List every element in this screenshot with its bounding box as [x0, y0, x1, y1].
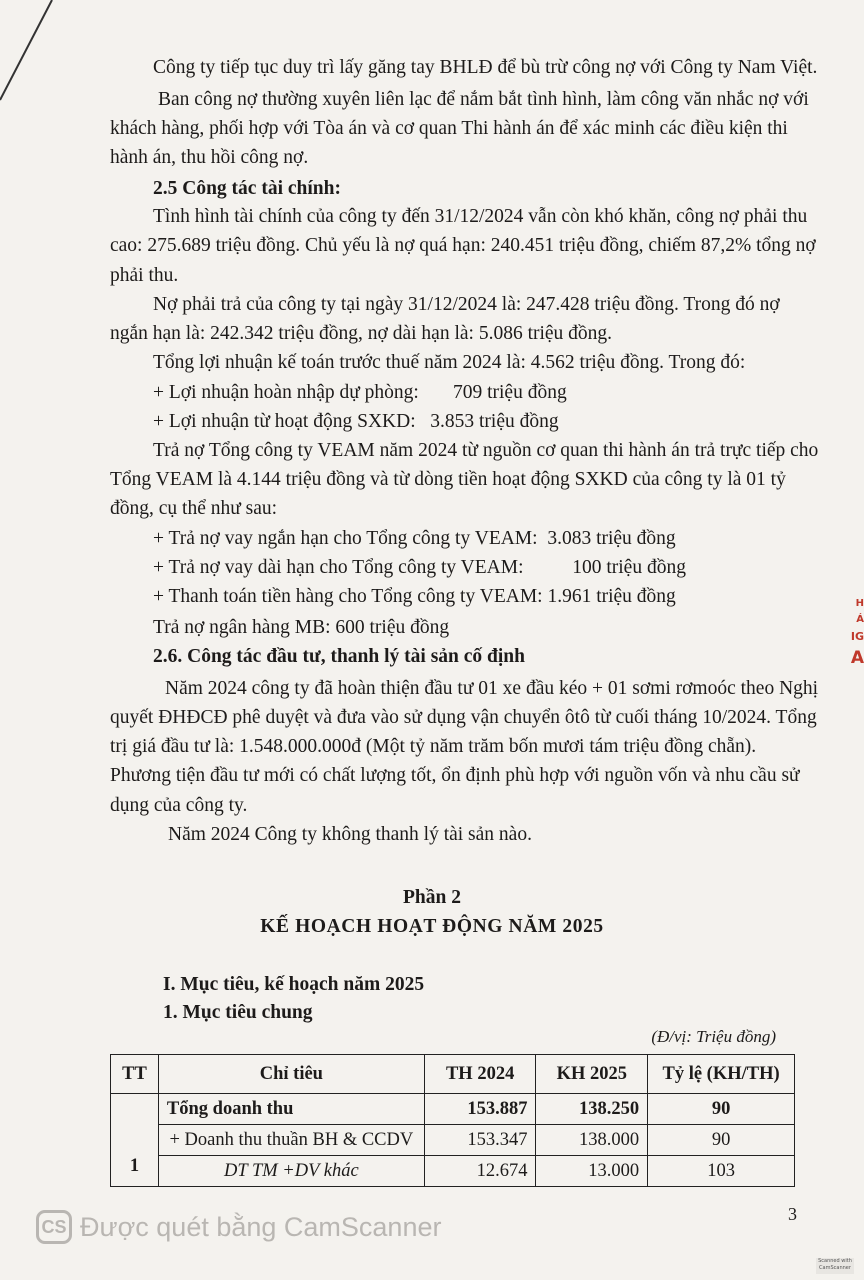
row-th-value: 153.347 [424, 1125, 536, 1156]
bullet-line: + Thanh toán tiền hàng cho Tổng công ty VEAM: 1.961 triệu đồng [153, 586, 676, 607]
header-th-2024: TH 2024 [424, 1055, 536, 1094]
row-th-value: 153.887 [424, 1094, 536, 1125]
body-line: Tổng VEAM là 4.144 triệu đồng và từ dòng tiền hoạt động SXKD của công ty là 01 tỷ [110, 469, 786, 490]
row-ratio: 103 [648, 1156, 795, 1187]
page-corner-fold [0, 0, 70, 110]
bullet-line: + Trả nợ vay ngắn hạn cho Tổng công ty VEAM: 3.083 triệu đồng [153, 528, 676, 549]
section-heading-2-6: 2.6. Công tác đầu tư, thanh lý tài sản cố định [153, 646, 525, 667]
body-line: Tình hình tài chính của công ty đến 31/12/2024 vẫn còn khó khăn, công nợ phải thu [153, 206, 808, 227]
body-line: Năm 2024 Công ty không thanh lý tài sản nào. [168, 824, 532, 845]
camscanner-logo-icon: CS [36, 1210, 72, 1244]
badge-line: CamScanner [819, 1265, 851, 1271]
body-line: phải thu. [110, 265, 179, 286]
edge-mark: Á [856, 614, 864, 625]
edge-mark: A [850, 648, 864, 668]
table-header-row [111, 1055, 795, 1094]
page-number: 3 [788, 1204, 797, 1224]
bullet-line: + Trả nợ vay dài hạn cho Tổng công ty VEAM: 100 triệu đồng [153, 557, 686, 578]
header-chi-tieu: Chỉ tiêu [158, 1055, 424, 1094]
edge-mark: IG [850, 630, 864, 643]
row-group-number: 1 [111, 1094, 159, 1187]
body-line: trị giá đầu tư là: 1.548.000.000đ (Một tỷ năm trăm bốn mươi tám triệu đồng chẵn). [110, 736, 757, 757]
header-tt: TT [111, 1055, 159, 1094]
body-line: quyết ĐHĐCĐ phê duyệt và đưa vào sử dụng vận chuyển ôtô từ cuối tháng 10/2024. Tổng [110, 707, 817, 728]
bullet-line: + Lợi nhuận từ hoạt động SXKD: 3.853 triệu đồng [153, 411, 559, 432]
row-kh-value: 138.250 [536, 1094, 648, 1125]
table-row [111, 1125, 795, 1156]
body-line: Năm 2024 công ty đã hoàn thiện đầu tư 01 xe đầu kéo + 01 sơmi rơmoóc theo Nghị [165, 678, 819, 699]
body-line: dụng của công ty. [110, 795, 248, 816]
row-th-value: 12.674 [424, 1156, 536, 1187]
row-kh-value: 138.000 [536, 1125, 648, 1156]
camscanner-badge [816, 1258, 854, 1274]
body-line: Trả nợ Tổng công ty VEAM năm 2024 từ nguồn cơ quan thi hành án trả trực tiếp cho [153, 440, 819, 461]
row-label: Tổng doanh thu [158, 1094, 424, 1125]
body-line: Nợ phải trả của công ty tại ngày 31/12/2024 là: 247.428 triệu đồng. Trong đó nợ [153, 294, 780, 315]
section-heading: I. Mục tiêu, kế hoạch năm 2025 [163, 974, 425, 995]
row-kh-value: 13.000 [536, 1156, 648, 1187]
body-line: đồng, cụ thể như sau: [110, 498, 278, 519]
header-kh-2025: KH 2025 [536, 1055, 648, 1094]
row-label: DT TM +DV khác [158, 1156, 424, 1187]
section-heading-2-5: 2.5 Công tác tài chính: [153, 178, 341, 199]
badge-line: Scanned with [818, 1258, 852, 1264]
body-line: Công ty tiếp tục duy trì lấy găng tay BHLĐ để bù trừ công nợ với Công ty Nam Việt. [153, 57, 818, 78]
body-line: khách hàng, phối hợp với Tòa án và cơ quan Thi hành án để xác minh các điều kiện thi [110, 118, 788, 139]
body-line: Tổng lợi nhuận kế toán trước thuế năm 2024 là: 4.562 triệu đồng. Trong đó: [153, 352, 746, 373]
part-label: Phần 2 [403, 887, 461, 908]
bullet-line: + Lợi nhuận hoàn nhập dự phòng: 709 triệu đồng [153, 382, 567, 403]
part-title: KẾ HOẠCH HOẠT ĐỘNG NĂM 2025 [260, 916, 604, 937]
camscanner-text: Được quét bằng CamScanner [80, 1211, 442, 1242]
body-line: Phương tiện đầu tư mới có chất lượng tốt, ổn định phù hợp với nguồn vốn và nhu cầu sử [110, 765, 800, 786]
subsection-heading: 1. Mục tiêu chung [163, 1002, 313, 1023]
table-row [111, 1156, 795, 1187]
body-line: Ban công nợ thường xuyên liên lạc để nắm bắt tình hình, làm công văn nhắc nợ với [158, 89, 809, 110]
row-ratio: 90 [648, 1094, 795, 1125]
header-ratio: Tỷ lệ (KH/TH) [648, 1055, 795, 1094]
edge-mark: H [855, 598, 864, 609]
body-line: hành án, thu hồi công nợ. [110, 147, 309, 168]
target-table [110, 1054, 795, 1187]
row-label: + Doanh thu thuần BH & CCDV [158, 1125, 424, 1156]
unit-note: (Đ/vị: Triệu đồng) [651, 1027, 776, 1046]
body-line: ngắn hạn là: 242.342 triệu đồng, nợ dài hạn là: 5.086 triệu đồng. [110, 323, 613, 344]
camscanner-watermark [36, 1210, 441, 1244]
body-line: Trả nợ ngân hàng MB: 600 triệu đồng [153, 617, 450, 638]
row-ratio: 90 [648, 1125, 795, 1156]
body-line: cao: 275.689 triệu đồng. Chủ yếu là nợ quá hạn: 240.451 triệu đồng, chiếm 87,2% tổng nợ [110, 235, 816, 256]
table-row [111, 1094, 795, 1125]
